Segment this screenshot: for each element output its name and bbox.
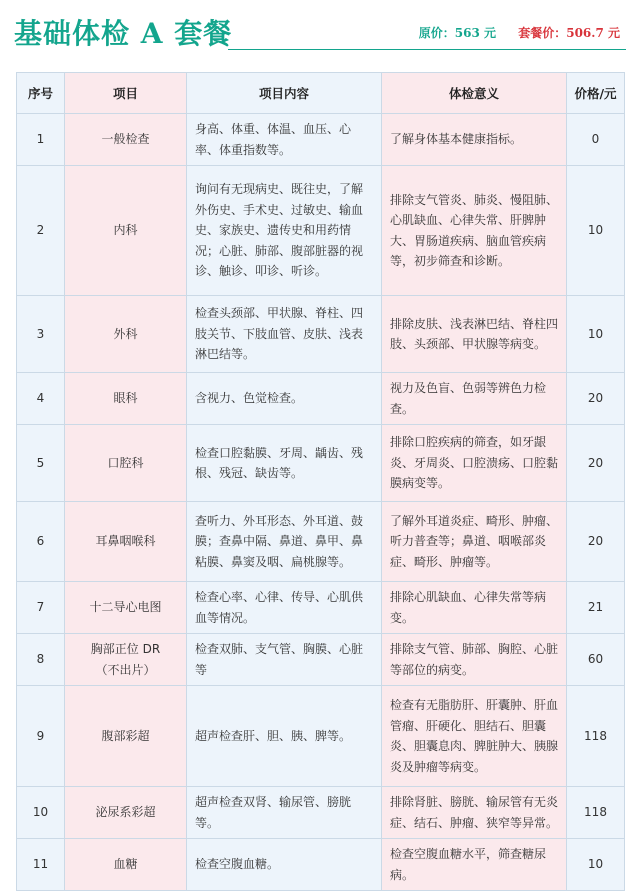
row-content: 询问有无现病史、既往史，了解外伤史、手术史、过敏史、输血史、家族史、遗传史和用药情况；心脏、肺部、腹部脏器的视诊、触诊、叩诊、听诊。 xyxy=(187,166,382,296)
row-item: 一般检查 xyxy=(65,114,187,166)
row-item: 眼科 xyxy=(65,373,187,425)
header-no: 序号 xyxy=(17,73,65,114)
row-meaning: 检查有无脂肪肝、肝囊肿、肝血管瘤、肝硬化、胆结石、胆囊炎、胆囊息肉、脾脏肿大、胰腺炎及肿瘤等病变。 xyxy=(382,686,567,787)
row-no: 11 xyxy=(17,839,65,891)
row-item-line2: （不出片） xyxy=(95,662,156,677)
row-item xyxy=(65,634,187,686)
row-item-line1: 胸部正位 DR xyxy=(90,642,161,656)
table-row xyxy=(17,582,625,634)
header-price: 价格/元 xyxy=(567,73,625,114)
row-content: 检查口腔黏膜、牙周、龋齿、残根、残冠、缺齿等。 xyxy=(187,425,382,502)
row-no: 10 xyxy=(17,787,65,839)
table-row xyxy=(17,373,625,425)
row-no: 2 xyxy=(17,166,65,296)
page-header xyxy=(0,0,640,70)
exam-items-table xyxy=(16,72,625,891)
row-item: 泌尿系彩超 xyxy=(65,787,187,839)
row-no: 6 xyxy=(17,502,65,582)
table-row xyxy=(17,502,625,582)
row-price: 0 xyxy=(567,114,625,166)
row-meaning: 检查空腹血糖水平，筛查糖尿病。 xyxy=(382,839,567,891)
row-content: 检查空腹血糖。 xyxy=(187,839,382,891)
row-content: 检查心率、心律、传导、心肌供血等情况。 xyxy=(187,582,382,634)
header-meaning: 体检意义 xyxy=(382,73,567,114)
row-content: 超声检查双肾、输尿管、膀胱等。 xyxy=(187,787,382,839)
row-item: 外科 xyxy=(65,296,187,373)
row-item: 血糖 xyxy=(65,839,187,891)
page-title: 基础体检 A 套餐 xyxy=(14,17,233,50)
row-item: 腹部彩超 xyxy=(65,686,187,787)
title-underline xyxy=(228,49,626,50)
row-meaning: 排除肾脏、膀胱、输尿管有无炎症、结石、肿瘤、狭窄等异常。 xyxy=(382,787,567,839)
row-item: 口腔科 xyxy=(65,425,187,502)
table-row xyxy=(17,425,625,502)
row-price: 10 xyxy=(567,166,625,296)
row-price: 118 xyxy=(567,686,625,787)
row-meaning: 了解外耳道炎症、畸形、肿瘤、听力普查等；鼻道、咽喉部炎症、畸形、肿瘤等。 xyxy=(382,502,567,582)
row-content: 查听力、外耳形态、外耳道、鼓膜；查鼻中隔、鼻道、鼻甲、鼻粘膜、鼻窦及咽、扁桃腺等。 xyxy=(187,502,382,582)
row-item: 耳鼻咽喉科 xyxy=(65,502,187,582)
row-meaning: 排除支气管炎、肺炎、慢阻肺、心肌缺血、心律失常、肝脾肿大、胃肠道疾病、脑血管疾病等，初步筛查和诊断。 xyxy=(382,166,567,296)
package-price xyxy=(518,26,620,40)
row-price: 20 xyxy=(567,502,625,582)
row-price: 20 xyxy=(567,373,625,425)
table-row xyxy=(17,839,625,891)
row-price: 10 xyxy=(567,839,625,891)
row-content: 检查双肺、支气管、胸膜、心脏等 xyxy=(187,634,382,686)
table-row xyxy=(17,634,625,686)
row-no: 5 xyxy=(17,425,65,502)
original-price-value: 563 元 xyxy=(454,26,497,40)
row-no: 9 xyxy=(17,686,65,787)
row-content: 含视力、色觉检查。 xyxy=(187,373,382,425)
row-no: 4 xyxy=(17,373,65,425)
row-meaning: 了解身体基本健康指标。 xyxy=(382,114,567,166)
row-item: 内科 xyxy=(65,166,187,296)
table-row xyxy=(17,686,625,787)
row-no: 8 xyxy=(17,634,65,686)
row-price: 10 xyxy=(567,296,625,373)
row-price: 118 xyxy=(567,787,625,839)
row-meaning: 排除口腔疾病的筛查，如牙龈炎、牙周炎、口腔溃疡、口腔黏膜病变等。 xyxy=(382,425,567,502)
table-row xyxy=(17,787,625,839)
row-item: 十二导心电图 xyxy=(65,582,187,634)
table-row xyxy=(17,166,625,296)
original-price xyxy=(419,26,496,40)
row-meaning: 排除皮肤、浅表淋巴结、脊柱四肢、头颈部、甲状腺等病变。 xyxy=(382,296,567,373)
header-content: 项目内容 xyxy=(187,73,382,114)
original-price-label: 原价： xyxy=(418,26,455,40)
row-meaning: 视力及色盲、色弱等辨色力检查。 xyxy=(382,373,567,425)
row-price: 60 xyxy=(567,634,625,686)
row-no: 3 xyxy=(17,296,65,373)
row-price: 20 xyxy=(567,425,625,502)
row-content: 身高、体重、体温、血压、心率、体重指数等。 xyxy=(187,114,382,166)
package-price-value: 506.7 元 xyxy=(566,26,620,40)
row-no: 7 xyxy=(17,582,65,634)
price-summary xyxy=(419,24,620,41)
table-row xyxy=(17,114,625,166)
row-content: 检查头颈部、甲状腺、脊柱、四肢关节、下肢血管、皮肤、浅表淋巴结等。 xyxy=(187,296,382,373)
header-item: 项目 xyxy=(65,73,187,114)
table-header-row xyxy=(17,73,625,114)
package-price-label: 套餐价： xyxy=(518,26,567,40)
row-meaning: 排除支气管、肺部、胸腔、心脏等部位的病变。 xyxy=(382,634,567,686)
table-row xyxy=(17,296,625,373)
row-no: 1 xyxy=(17,114,65,166)
row-meaning: 排除心肌缺血、心律失常等病变。 xyxy=(382,582,567,634)
row-content: 超声检查肝、胆、胰、脾等。 xyxy=(187,686,382,787)
row-price: 21 xyxy=(567,582,625,634)
